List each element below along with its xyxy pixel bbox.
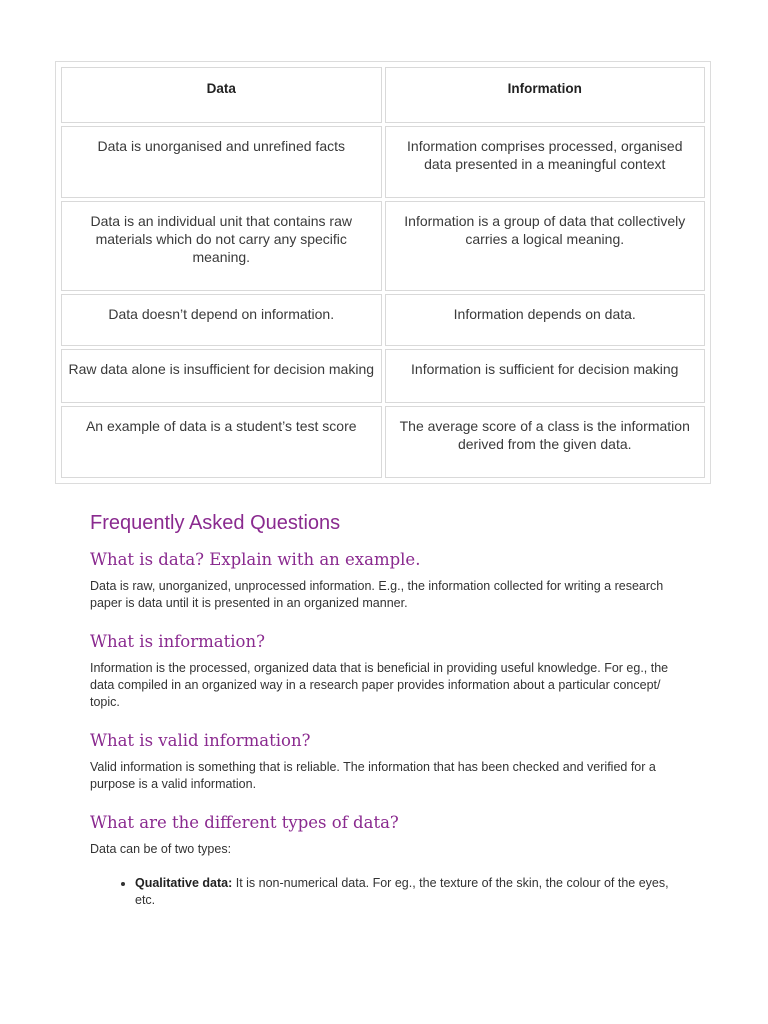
faq-question: What is valid information? [90, 731, 311, 750]
table-row [61, 201, 705, 291]
table-row [61, 294, 705, 346]
faq-question: What are the different types of data? [90, 813, 399, 832]
table-row [61, 406, 705, 478]
faq-question: What is information? [90, 632, 265, 651]
comparison-table-wrapper [55, 61, 711, 484]
faq-answer: Data is raw, unorganized, unprocessed information. E.g., the information collected for writing a research paper is data until it is presented in an organized manner. [90, 579, 664, 610]
faq-answer: Data can be of two types: [90, 842, 232, 856]
table-header-row [61, 67, 705, 123]
faq-answer: Valid information is something that is reliable. The information that has been checked and verified for a purpose is a valid information. [90, 760, 656, 791]
table-row [61, 349, 705, 403]
list-item-text: It is non-numerical data. For eg., the texture of the skin, the colour of the eyes, etc. [135, 876, 669, 907]
table-cell: Data is an individual unit that contains raw materials which do not carry any specific meaning. [61, 201, 382, 291]
table-cell: The average score of a class is the information derived from the given data. [385, 406, 706, 478]
table-cell: Information comprises processed, organised data presented in a meaningful context [385, 126, 706, 198]
faq-question: What is data? Explain with an example. [90, 550, 421, 569]
table-cell: Data is unorganised and unrefined facts [61, 126, 382, 198]
data-types-list [90, 875, 670, 909]
table-cell: An example of data is a student’s test score [61, 406, 382, 478]
table-row [61, 126, 705, 198]
table-cell: Data doesn’t depend on information. [61, 294, 382, 346]
table-cell: Raw data alone is insufficient for decision making [61, 349, 382, 403]
list-item-label: Qualitative data: [135, 876, 233, 890]
comparison-table [58, 64, 708, 481]
faq-title: Frequently Asked Questions [90, 512, 341, 534]
header-data: Data [61, 67, 382, 123]
faq-answer: Information is the processed, organized data that is beneficial in providing useful knowledge. For eg., the data compiled in an organized way in a research paper provides information about a particular concept/ topic. [90, 661, 669, 709]
list-item [135, 875, 670, 909]
header-information: Information [385, 67, 706, 123]
table-cell: Information is a group of data that collectively carries a logical meaning. [385, 201, 706, 291]
table-cell: Information is sufficient for decision making [385, 349, 706, 403]
faq-section [90, 512, 670, 909]
table-cell: Information depends on data. [385, 294, 706, 346]
